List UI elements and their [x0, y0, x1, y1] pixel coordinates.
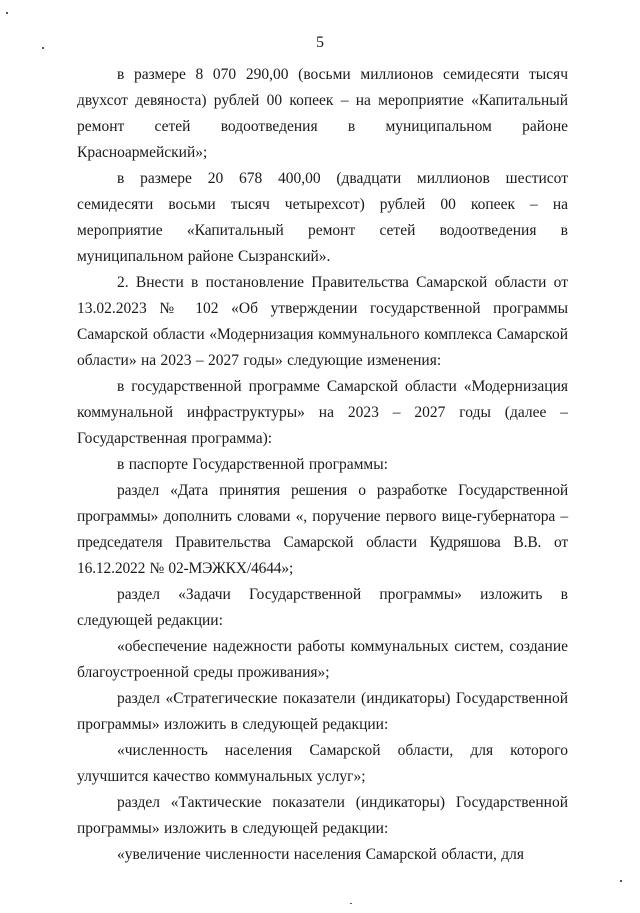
paragraph: в размере 8 070 290,00 (восьми миллионов семидесяти тысяч двухсот девяноста) рублей 00 копеек – на мероприятие «Капитальный ремонт сетей водоотведения в муниципальном районе Красноармейский»;	[77, 66, 568, 161]
scan-speck	[42, 47, 44, 49]
scan-speck	[620, 880, 622, 882]
scan-speck	[6, 12, 8, 14]
paragraph: в паспорте Государственной программы:	[117, 456, 388, 473]
paragraph: раздел «Задачи Государственной программы» изложить в следующей редакции:	[77, 586, 568, 629]
paragraph: в размере 20 678 400,00 (двадцати миллионов шестисот семидесяти восьми тысяч четырехсот) рублей 00 копеек – на мероприятие «Капитальный ремонт сетей водоотведения в муниципальном районе Сызранский».	[77, 170, 568, 265]
paragraph: в государственной программе Самарской области «Модернизация коммунальной инфраструктуры» на 2023 – 2027 годы (далее – Государственная программа):	[77, 378, 568, 447]
page-number: 5	[316, 34, 324, 51]
paragraph: 2. Внести в постановление Правительства Самарской области от 13.02.2023 № 102 «Об утверждении государственной программы Самарской области «Модернизация коммунального комплекса Самарской области» на 2023 – 2027 годы» следующие изменения:	[77, 274, 568, 369]
paragraph: раздел «Дата принятия решения о разработке Государственной программы» дополнить словами «, поручение первого вице-губернатора – председателя Правительства Самарской области Кудряшова В.В. от 16.12.2022 № 02-МЭЖКХ/4644»;	[77, 482, 568, 577]
paragraph: раздел «Стратегические показатели (индикаторы) Государственной программы» изложить в следующей редакции:	[77, 690, 568, 733]
paragraph: раздел «Тактические показатели (индикаторы) Государственной программы» изложить в следующей редакции:	[77, 794, 568, 837]
scan-speck	[350, 903, 352, 904]
document-body	[77, 62, 568, 868]
paragraph: «обеспечение надежности работы коммунальных систем, создание благоустроенной среды проживания»;	[77, 638, 568, 681]
paragraph: «численность населения Самарской области, для которого улучшится качество коммунальных услуг»;	[77, 742, 568, 785]
paragraph: «увеличение численности населения Самарской области, для	[117, 846, 525, 863]
